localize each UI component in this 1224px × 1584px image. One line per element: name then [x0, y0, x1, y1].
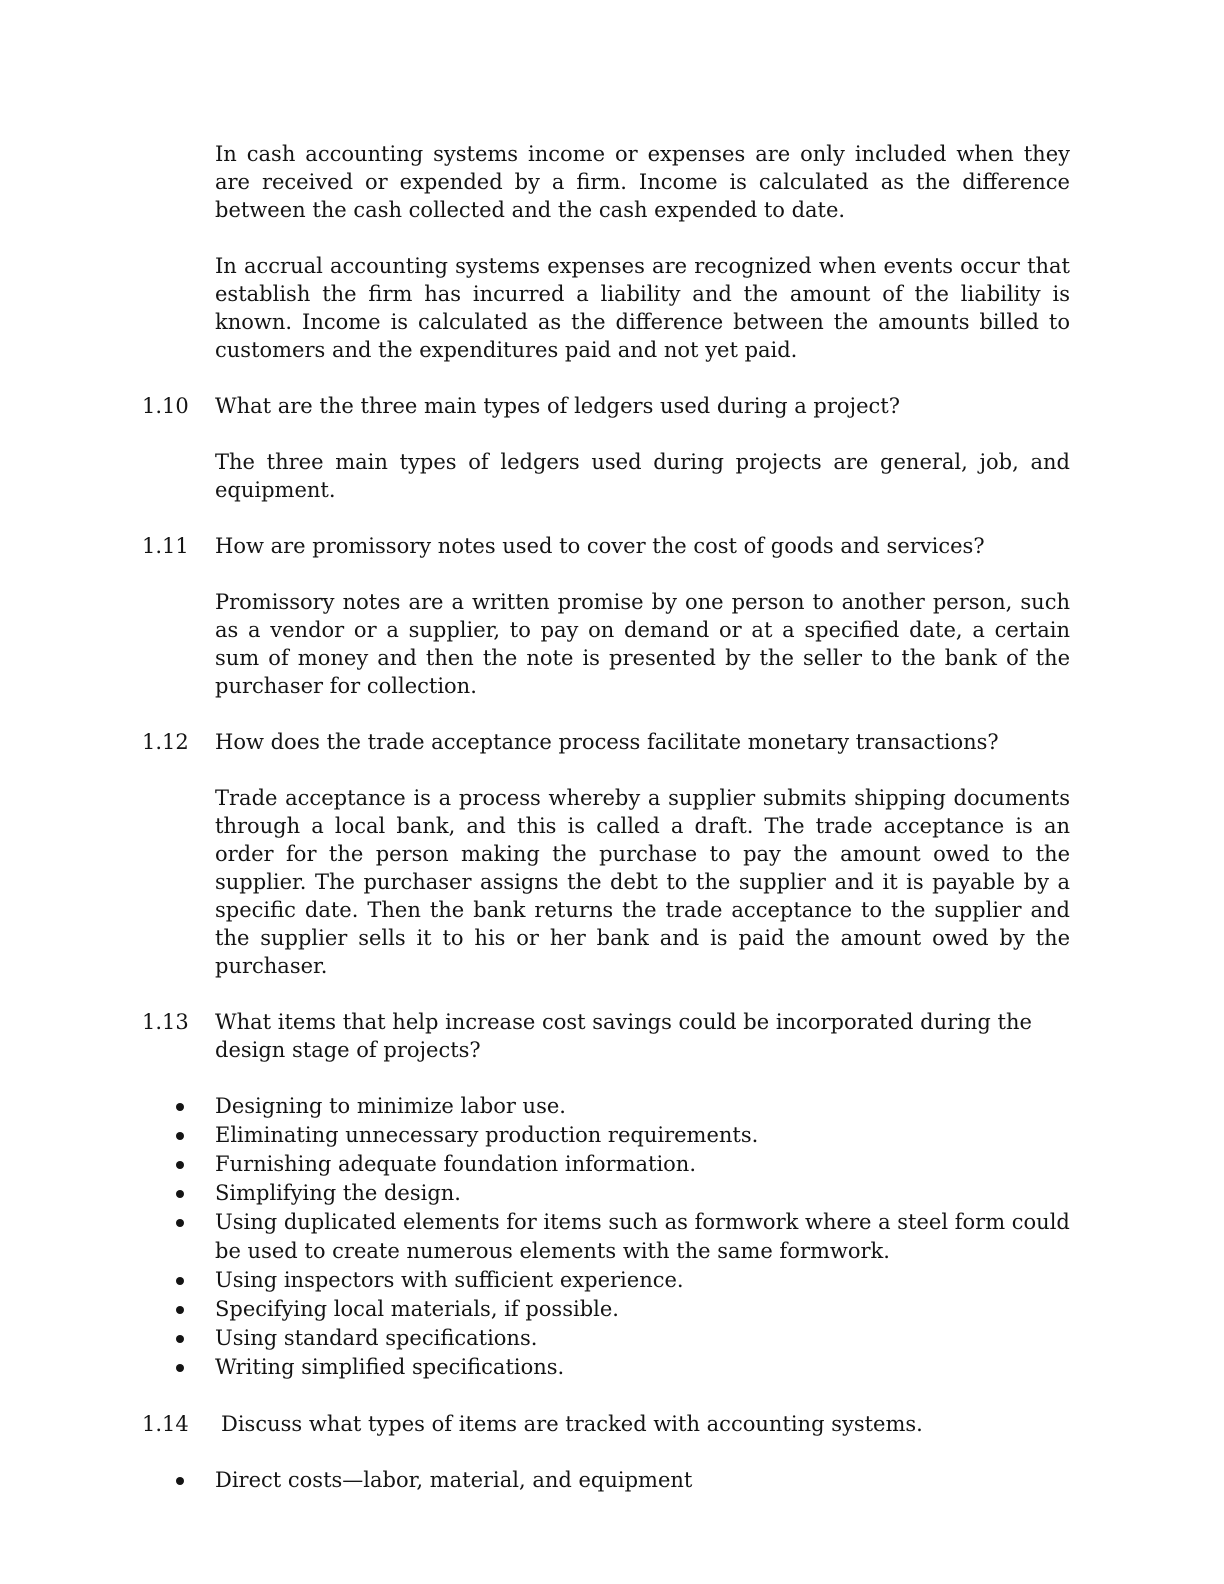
bullet-icon	[176, 1306, 184, 1314]
bullet-icon	[176, 1219, 184, 1227]
bullet-icon	[176, 1132, 184, 1140]
question-text: What are the three main types of ledgers used during a project?	[215, 394, 900, 418]
list-item: Writing simplified specifications.	[215, 1353, 1070, 1382]
list-item: Using inspectors with sufficient experience.	[215, 1266, 1070, 1295]
question-text: How does the trade acceptance process facilitate monetary transactions?	[215, 730, 999, 754]
question-text: How are promissory notes used to cover the cost of goods and services?	[215, 534, 985, 558]
bullet-icon	[176, 1477, 184, 1485]
bullet-icon	[176, 1161, 184, 1169]
question-1-13	[142, 1008, 1070, 1064]
paragraph-accrual-accounting: In accrual accounting systems expenses are recognized when events occur that establish the firm has incurred a liability and the amount of the liability is known. Income is calculated as the difference between the amounts billed to customers and the expenditures paid and not yet paid.	[215, 254, 1070, 362]
question-text: What items that help increase cost savings could be incorporated during the design stage of projects?	[215, 1010, 1032, 1062]
answer-1-10: The three main types of ledgers used during projects are general, job, and equipment.	[215, 450, 1070, 502]
bullet-icon	[176, 1335, 184, 1343]
question-number: 1.13	[142, 1010, 189, 1034]
list-item: Using standard specifications.	[215, 1324, 1070, 1353]
question-text: Discuss what types of items are tracked with accounting systems.	[221, 1412, 923, 1436]
question-1-12	[142, 728, 1070, 756]
list-item: Furnishing adequate foundation information.	[215, 1150, 1070, 1179]
list-item: Simplifying the design.	[215, 1179, 1070, 1208]
bullet-icon	[176, 1190, 184, 1198]
question-number: 1.14	[142, 1412, 189, 1436]
list-item: Direct costs—labor, material, and equipment	[215, 1466, 1070, 1495]
list-item: Eliminating unnecessary production requirements.	[215, 1121, 1070, 1150]
list-item: Using duplicated elements for items such as formwork where a steel form could be used to create numerous elements with the same formwork.	[215, 1208, 1070, 1266]
paragraph-cash-accounting: In cash accounting systems income or expenses are only included when they are received or expended by a firm. Income is calculated as the difference between the cash collected and the cash expended to date.	[215, 142, 1070, 222]
question-number: 1.11	[142, 534, 189, 558]
question-1-14	[142, 1410, 1070, 1438]
question-number: 1.12	[142, 730, 189, 754]
answer-1-12: Trade acceptance is a process whereby a supplier submits shipping documents through a local bank, and this is called a draft. The trade acceptance is an order for the person making the purchase to pay the amount owed to the supplier. The purchaser assigns the debt to the supplier and it is payable by a specific date. Then the bank returns the trade acceptance to the supplier and the supplier sells it to his or her bank and is paid the amount owed by the purchaser.	[215, 786, 1070, 978]
question-1-10	[142, 392, 1070, 420]
bullet-list-1-14	[215, 1466, 1070, 1495]
bullet-icon	[176, 1364, 184, 1372]
question-number: 1.10	[142, 394, 189, 418]
list-item: Specifying local materials, if possible.	[215, 1295, 1070, 1324]
bullet-icon	[176, 1277, 184, 1285]
list-item: Designing to minimize labor use.	[215, 1092, 1070, 1121]
question-1-11	[142, 532, 1070, 560]
bullet-icon	[176, 1103, 184, 1111]
answer-1-11: Promissory notes are a written promise by one person to another person, such as a vendor or a supplier, to pay on demand or at a specified date, a certain sum of money and then the note is presented by the seller to the bank of the purchaser for collection.	[215, 590, 1070, 698]
bullet-list-1-13	[215, 1092, 1070, 1382]
